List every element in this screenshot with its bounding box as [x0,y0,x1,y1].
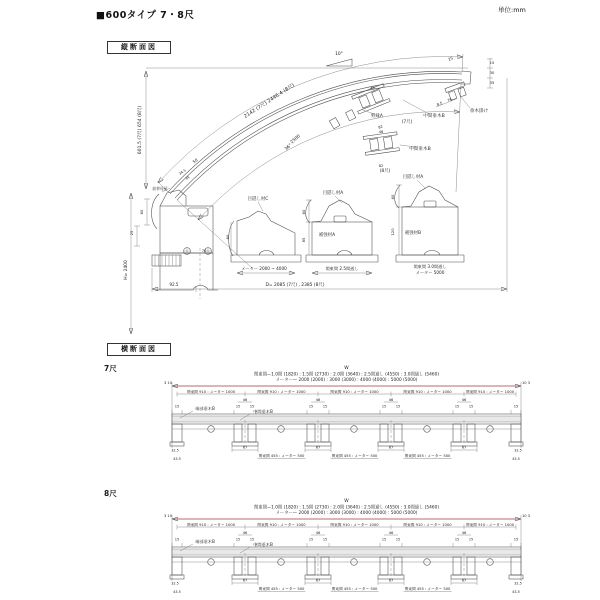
dim-label: 中間垂木B [409,147,431,152]
front-post-section-shape [152,194,159,229]
mid-rafter-details-shape-shape [352,84,385,100]
dim-label: 32.5 [171,581,179,586]
dim-label: 32.5 [514,581,522,586]
roof-curve-shape [462,54,463,72]
dim-label: 50 [191,157,199,165]
mid-rafter-details-shape-shape [365,148,399,156]
dim-label: 2142 (7尺) 2446.4 (8尺) [243,82,296,120]
dim-label: 43.5 [173,457,181,461]
edge-rafter [511,424,521,442]
dim-label: 46 [315,398,321,402]
part-label: 端部垂木B [195,406,215,411]
dim-label: 36° [284,143,294,153]
beam-box-1-shape [258,202,263,211]
beam-box-2-shape [334,216,346,222]
dim-label: 67 [461,445,467,450]
dim-label: 垂木掛け [469,109,489,114]
front-post-section-shape [188,208,208,216]
dim-label: メーター— 2000 (2000) : 3000 (3000) : 4000 (4000) : 5000 (5000) [275,378,418,383]
dim-label: 46 [461,398,467,402]
beam-box-2-shape [306,200,311,223]
dim-label: 15 [308,404,314,409]
front-post-section-shape [152,255,181,266]
dim-label: 15 [381,537,387,542]
cross-row-1-shape [172,549,521,555]
mid-rafter [234,557,242,575]
dim-label: 82 [378,164,384,168]
mid-rafter-details-shape [403,100,429,114]
dim-label: 67 [315,578,321,583]
dim-label: 野縁A [371,114,383,119]
dim-label: (8尺) [379,169,391,174]
dim-label: 関東間 910 : メーター 1000 [330,390,379,394]
dim-label: 60 [301,209,306,215]
dim-label: 関東間 455 : メーター 500 [404,454,451,458]
roof-curve-shape [175,79,462,198]
mid-rafter [321,557,329,575]
dim-label: W [344,499,349,504]
dim-label: 43.5 [512,457,520,461]
mid-rafter [321,424,329,442]
dim-label: 60 [390,194,395,200]
mid-rafter-details [329,84,429,156]
dim-label: 85 [301,237,306,243]
beam-box-2-shape [337,251,352,256]
dim-label: 15 [174,537,180,542]
dim-label: 15 [395,537,401,542]
dim-label: 15 [468,404,474,409]
page-title: ■600タイプ 7・8尺 [96,10,195,21]
dim-label: 関東間—1.0間 (1820) : 1.5間 (2730) : 2.0間 (3640) : 2.5間通し (4550) : 3.0間通し (5460) [253,372,440,378]
dim-label: 15 [513,537,519,542]
dim-label: 中間垂木B [423,114,445,119]
beam-box-2-shape [312,200,372,222]
dim-label: 関東間 910 : メーター 1000 [186,523,236,527]
edge-rafter [172,557,182,575]
dim-label: 15 [322,404,328,409]
dim-label: 関東間 455 : メーター 500 [258,587,305,591]
section-label-horizontal: 横断面図 [107,343,171,356]
dim-label: 76 [446,97,453,103]
mid-rafter [307,557,315,575]
dim-label: 10 3 [521,514,531,518]
dim-label: 46 [242,398,248,402]
dim-label: 目隠し材A [322,191,344,196]
dim-label: 92.5 [169,282,179,287]
mid-rafter-details-shape-shape [383,137,392,149]
dim-label: W [344,366,349,371]
dim-label: 15 [447,55,454,62]
mid-rafter [467,424,475,442]
mid-rafter-details-shape-shape [372,90,384,103]
dim-label: 2500 [289,134,302,146]
dim-label: メーター— 2000 (2000) : 3000 (3000) : 4000 (4000) : 5000 (5000) [275,511,418,516]
dim-label: 3 10 [163,514,173,518]
front-post-section [152,188,218,299]
mid-rafter-details-shape [346,110,356,121]
roof-curve-shape [158,56,463,183]
mid-rafter [248,557,256,575]
beam-box-2-shape [312,222,372,255]
dim-label: 67 [388,578,394,583]
dim-label: 関東間 455 : メーター 500 [331,587,378,591]
dim-label: 15 [454,537,460,542]
mid-rafter [380,557,388,575]
beam-box-3-shape [424,201,436,207]
dim-label: 関東間 910 : メーター 1000 [465,390,515,394]
roof-curve-shape [177,83,461,200]
dim-label: 15 [395,404,401,409]
dim-label: 関東間 910 : メーター 1000 [403,523,452,527]
dim-label: 34 [184,175,191,182]
dim-label: 15 [249,404,255,409]
dim-label: 関東間 910 : メーター 1000 [465,523,515,527]
part-label: 中間垂木B [253,542,273,547]
front-post-section-shape [160,190,186,206]
dim-label: 60 [225,234,230,240]
dim-label: 関東間 455 : メーター 500 [404,587,451,591]
dim-label: 120 [390,228,395,236]
dim-label: 43.5 [173,590,181,594]
dim-label: 関東間—1.0間 (1820) : 1.5間 (2730) : 2.0間 (3640) : 2.5間通し (4550) : 3.0間通し (5460) [253,505,440,511]
dim-label: 82 [377,124,384,130]
mid-rafter [394,424,402,442]
mid-rafter [453,557,461,575]
dim-label: 関東間 455 : メーター 500 [258,454,305,458]
beam-box-3-shape [402,186,458,207]
part-label: 端部垂木B [195,539,215,544]
cross-row-0 [104,364,530,461]
dim-label: 関東間 910 : メーター 1000 [257,523,306,527]
dim-label: 46 [388,398,394,402]
dim-label: 補強材A [318,233,336,238]
dim-label: 8.5 [436,101,444,107]
slope-wedge [326,59,352,66]
rafter-hook-detail-shape [461,97,470,108]
dim-label: 15 [235,404,241,409]
dim-label: 601.5 (7尺) 654 (8尺) [138,105,143,155]
dim-label: 46 [315,531,321,535]
rafter-hook-detail-shape-shape [445,82,465,93]
dim-label: 67 [461,578,467,583]
beam-box-1-shape [237,211,295,255]
dim-label: 35 [489,80,495,85]
mid-rafter [394,557,402,575]
mid-rafter [380,424,388,442]
dim-label: 46 [388,531,394,535]
dim-label: 前枠母屋 [152,186,168,191]
dim-label: 25 [129,230,134,236]
rafter-hook-detail [436,58,493,108]
beam-box-2-shape [306,255,378,262]
dim-label: 60 [139,209,144,215]
beam-box-1-shape [259,251,274,256]
mid-rafter-details-shape-shape [359,95,371,108]
dim-label: 関東間 455 : メーター 500 [331,454,378,458]
left-dimensions [131,68,507,334]
dim-label: メーター 5000 [415,270,445,275]
beam-box-3 [395,180,464,262]
dim-label: 43.5 [512,590,520,594]
dim-label: 15 [322,537,328,542]
dim-label: 3 10 [163,381,173,385]
mid-rafter [307,424,315,442]
dim-label: メーター 2000 ~ 4000 [241,266,287,271]
dim-label: 67 [315,445,321,450]
mid-rafter [234,424,242,442]
roof-curve-shape [456,83,461,192]
dim-label: (7尺) [401,120,413,125]
unit-label: 単位:mm [498,6,526,14]
dim-label: 10° [335,52,343,57]
front-post-section-shape [155,255,180,266]
row-caption: 7尺 [104,364,117,373]
section-label-vertical: 縦断面図 [107,41,171,54]
beam-box-1 [229,202,301,273]
front-post-section-shape [160,206,213,253]
dim-label: 30 [489,70,495,75]
dim-label: 67 [242,578,248,583]
dim-label: 46 [369,85,376,91]
dim-label: 関東間 3.0間通し [413,264,447,269]
dim-label: 32.5 [514,448,522,453]
part-label: 中間垂木B [253,409,273,414]
dim-label: 46 [242,531,248,535]
row-caption: 8尺 [104,489,117,498]
dim-label: 15 [513,404,519,409]
beam-box-2 [306,196,378,273]
dim-label: 70 [201,249,207,253]
cross-row-1 [104,489,530,594]
front-post-section-shape [155,286,218,291]
mid-rafter-details-shape-shape [370,139,379,151]
beam-box-3-shape [417,180,425,188]
mid-rafter-details-shape-shape [358,99,391,115]
roof-curve-shape [168,71,462,192]
dim-label: 67 [242,445,248,450]
dim-label: 15 [454,404,460,409]
dim-label: H= 2400 [124,260,129,280]
dim-label: 10 3 [521,381,531,385]
mid-rafter [453,424,461,442]
edge-rafter [511,557,521,575]
dim-label: 67 [388,445,394,450]
dim-label: 関東間 2.5間通し [325,266,359,271]
dim-label: 32.5 [171,448,179,453]
dim-label: 関東間 910 : メーター 1000 [257,390,306,394]
dim-label: 46 [461,531,467,535]
dim-label: 関東間 910 : メーター 1000 [186,390,236,394]
dim-label: 目隠し材C [247,197,269,202]
dim-label: 関東間 910 : メーター 1000 [403,390,452,394]
beam-box-3-shape [396,255,464,262]
mid-rafter [248,424,256,442]
mid-rafter-details-shape [363,132,399,156]
mid-rafter-details-shape [329,118,340,129]
dim-label: 関東間 910 : メーター 1000 [330,523,379,527]
dim-label: 15 [489,60,495,65]
dim-label: 15 [249,537,255,542]
dim-label: 目隠し材A [402,175,424,180]
dim-label: 15 [381,404,387,409]
roof-curve-shape [198,112,460,220]
dim-label: 補強材B [404,231,422,236]
dim-label: 15 [468,537,474,542]
dim-label: 15 [308,537,314,542]
cross-row-0-shape [172,416,521,422]
edge-rafter [172,424,182,442]
beam-box-3-shape [424,251,440,256]
dim-label: 15 [174,404,180,409]
dim-label: 15 [235,537,241,542]
dim-label: 46 [378,130,384,134]
dim-label: D= 2085 (7尺) , 2385 (8尺) [265,283,325,288]
rafter-hook-detail-shape-shape [458,87,466,97]
mid-rafter [467,557,475,575]
dim-label: 34.5 [178,168,187,176]
